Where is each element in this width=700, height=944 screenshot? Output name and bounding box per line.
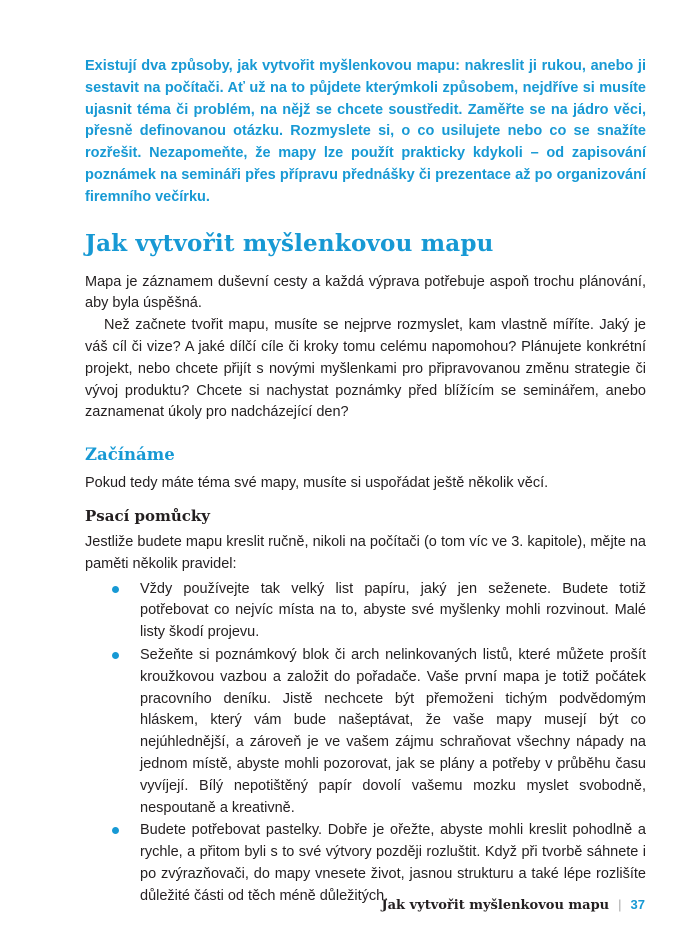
bullet-list bbox=[85, 579, 646, 908]
section-heading: Začínáme bbox=[85, 445, 175, 465]
chapter-title: Jak vytvořit myšlenkovou mapu bbox=[85, 229, 494, 257]
list-item bbox=[112, 645, 646, 819]
footer-separator: | bbox=[618, 897, 622, 912]
list-item-text: Sežeňte si poznámkový blok či arch nelinkovaných listů, které můžete prošít kroužkovou vazbou a založit do pořadače. Vaše první mapa je totiž počátek pracovního deníku. Jistě nechcete být přemoženi tichým podvědomým hláskem, který vám bude našeptávat, že vaše mapy musejí být co nejúhlednější, a zároveň je ve vašem zájmu schraňovat všechny nápady na jednom místě, abyste mohli pozorovat, jak se plány a potřeby v průběhu času vyvíjejí. Bílý nepotištěný papír dovolí vašemu mozku myslet svobodně, nespoutaně a kreativně. bbox=[140, 646, 646, 816]
list-item-text: Budete potřebovat pastelky. Dobře je ořežte, abyste mohli kreslit pohodlně a rychle, a přitom byli s to své výtvory později rozluštit. Když při tvorbě sáhnete i po zvýrazňovači, do mapy vnesete život, jasnou strukturu a také lépe rozlišíte důležité části od těch méně důležitých. bbox=[140, 822, 646, 904]
bullet-icon bbox=[112, 652, 119, 659]
list-item-text: Vždy používejte tak velký list papíru, jaký jen seženete. Budete totiž potřebovat co nejvíc místa na to, abyste své myšlenky mohli rozvinout. Malé listy škodí projevu. bbox=[140, 580, 646, 641]
bullet-icon bbox=[112, 827, 119, 834]
intro-paragraph: Existují dva způsoby, jak vytvořit myšlenkovou mapu: nakreslit ji rukou, anebo ji sestavit na počítači. Ať už na to půjdete kterýmkoli způsobem, nejdříve si musíte ujasnit téma či problém, na nějž se chcete soustředit. Zaměřte se na jádro věci, přesně definovanou otázku. Rozmyslete si, o co usilujete nebo co se snažíte rozřešit. Nezapomeňte, že mapy lze použít prakticky kdykoli – od zapisování poznámek na semináři přes přípravu přednášky či prezentace až po organizování firemního večírku. bbox=[85, 58, 646, 205]
footer-chapter-title: Jak vytvořit myšlenkovou mapu bbox=[381, 898, 610, 913]
page-footer bbox=[381, 897, 645, 913]
footer-page-number: 37 bbox=[630, 897, 645, 912]
paragraph: Než začnete tvořit mapu, musíte se nejprve rozmyslet, kam vlastně míříte. Jaký je váš cíl či vize? A jaké dílčí cíle či kroky tomu celému napomohou? Plánujete konkrétní projekt, nebo chcete přijít s novými myšlenkami pro připravovanou změnu strategie či vývoj produktu? Chcete si nachystat poznámky před blížícím se seminářem, anebo zaznamenat úkoly pro nadcházející den? bbox=[85, 317, 646, 421]
paragraph: Jestliže budete mapu kreslit ručně, nikoli na počítači (o tom víc ve 3. kapitole), mějte na paměti několik pravidel: bbox=[85, 533, 646, 572]
list-item bbox=[112, 579, 646, 644]
list-item bbox=[112, 820, 646, 907]
page-content bbox=[85, 56, 646, 909]
subsection-heading: Psací pomůcky bbox=[85, 506, 211, 525]
bullet-icon bbox=[112, 586, 119, 593]
paragraph: Pokud tedy máte téma své mapy, musíte si uspořádat ještě několik věcí. bbox=[85, 475, 549, 492]
paragraph: Mapa je záznamem duševní cesty a každá výprava potřebuje aspoň trochu plánování, aby byla úspěšná. bbox=[85, 273, 646, 312]
